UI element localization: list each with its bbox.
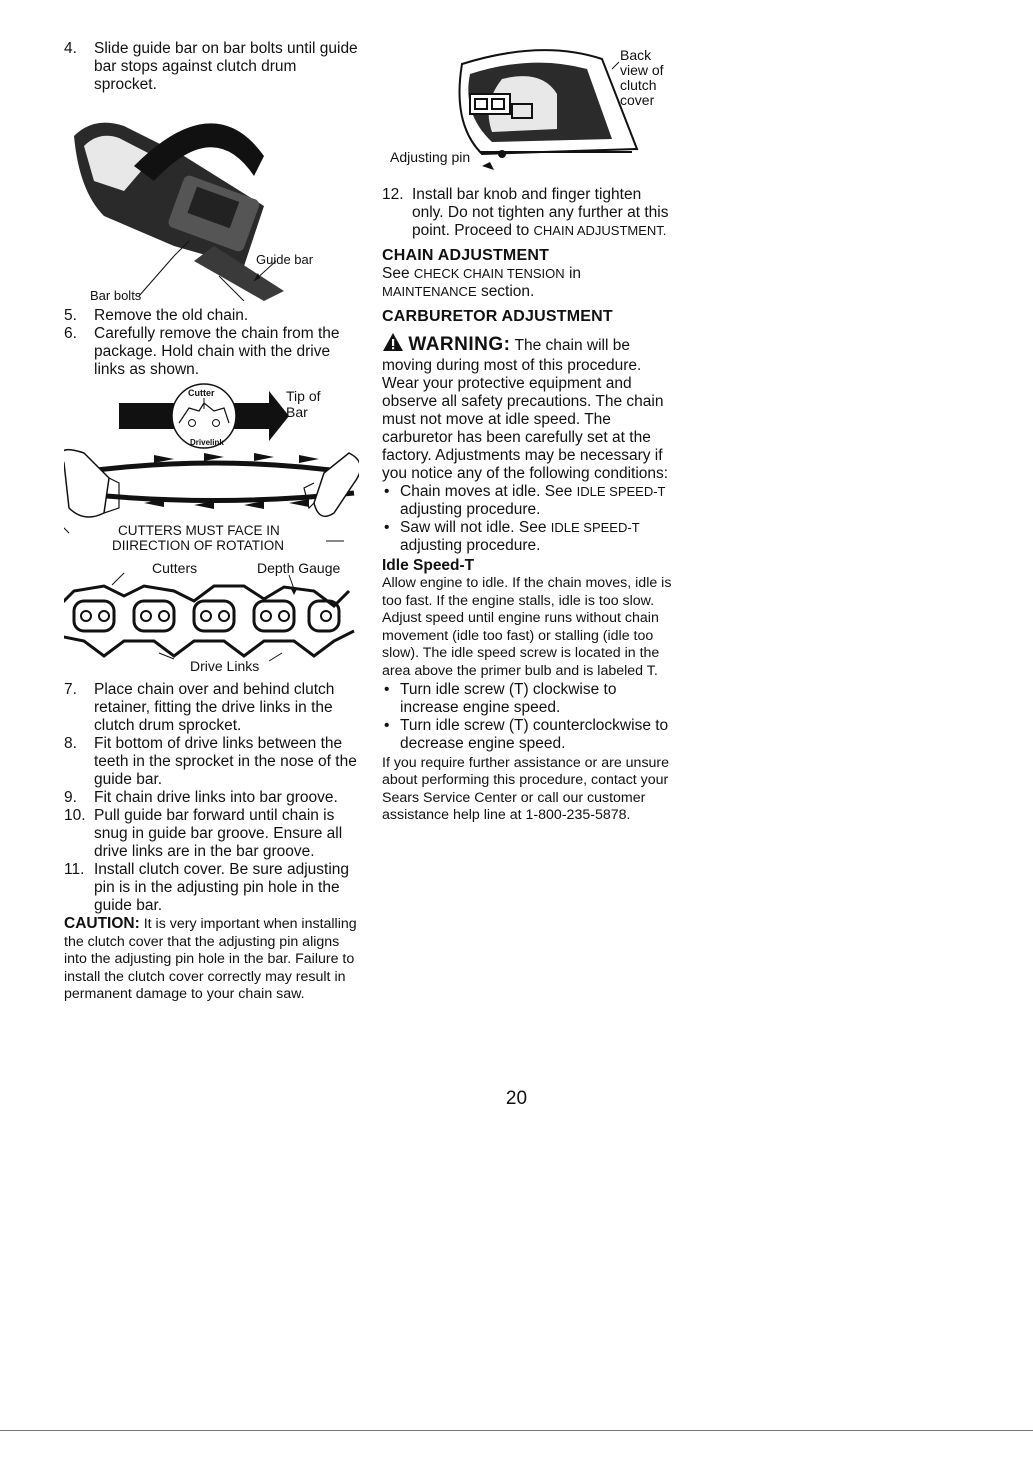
- chain-parts-figure: [64, 561, 359, 679]
- step-11: 11. Install clutch cover. Be sure adjusting pin is in the adjusting pin hole in the guide bar.: [64, 861, 350, 914]
- warning-text: moving during most of this procedure. Wear your protective equipment and observe all safety precautions. The chain must not move at idle speed. The carburetor has been carefully set at the factory. Adjustments may be necessary if you notice any of the following conditions:: [382, 357, 669, 482]
- cutters-must-face-label: CUTTERS MUST FACE IN: [118, 523, 280, 538]
- bullet-counterclockwise: • Turn idle screw (T) counterclockwise to decrease engine speed.: [384, 716, 669, 752]
- tip-of-bar-label: Tip of: [286, 388, 321, 404]
- step-8: 8. Fit bottom of drive links between the teeth in the sprocket in the nose of the guide bar.: [64, 735, 357, 788]
- warning-line: WARNING: The chain will be: [382, 332, 674, 357]
- bullet-chain-moves: • Chain moves at idle. See IDLE SPEED-T adjusting procedure.: [384, 483, 666, 518]
- step-6: 6. Carefully remove the chain from the package. Hold chain with the drive links as shown.: [64, 325, 340, 378]
- chain-adjustment-text: See CHECK CHAIN TENSION in MAINTENANCE section.: [382, 265, 582, 300]
- idle-speed-heading: Idle Speed-T: [382, 557, 475, 574]
- chain-adjustment-heading: CHAIN ADJUSTMENT: [382, 247, 550, 264]
- cutter-label: Cutter: [188, 388, 215, 398]
- help-text: If you require further assistance or are unsure about performing this procedure, contact your Sears Service Center or call our customer assistance help line at 1-800-235-5878.: [382, 754, 670, 824]
- bottom-rule: [0, 1430, 1033, 1431]
- clutch-cover-figure: [382, 44, 674, 172]
- carburetor-adjustment-heading: CARBURETOR ADJUSTMENT: [382, 308, 613, 325]
- guide-bar-illustration: [64, 96, 359, 301]
- warning-triangle-icon: [382, 332, 404, 352]
- depth-gauge-label: Depth Gauge: [257, 560, 341, 576]
- left-column: [64, 40, 359, 1004]
- back-view-label-3: clutch: [620, 77, 657, 93]
- back-view-label-1: Back: [620, 47, 652, 63]
- step-10: 10. Pull guide bar forward until chain is snug in guide bar groove. Ensure all drive links are in the bar groove.: [64, 807, 343, 860]
- cutters-label: Cutters: [152, 560, 198, 576]
- chain-orientation-figure: [64, 383, 359, 553]
- back-view-label-2: view of: [620, 62, 664, 78]
- step-5: 5. Remove the old chain.: [64, 307, 249, 324]
- idle-speed-text: Allow engine to idle. If the chain moves, idle is too fast. If the engine stalls, idle is too slow. Adjust speed until engine runs without chain movement (idle too fast) or stalling (idle too slow). The idle speed screw is located in the area above the primer bulb and is labeled T.: [382, 575, 672, 679]
- caution-note: CAUTION: It is very important when installing the clutch cover that the adjusting pin aligns into the adjusting pin hole in the bar. Failure to install the clutch cover correctly may result in permanent damage to your chain saw.: [64, 915, 357, 1003]
- bullet-saw-will-not-idle: • Saw will not idle. See IDLE SPEED-T adjusting procedure.: [384, 519, 640, 554]
- step-4: 4. Slide guide bar on bar bolts until guide bar stops against clutch drum sprocket.: [64, 40, 358, 93]
- drivelink-label: Drivelink: [190, 438, 224, 447]
- bullet-clockwise: • Turn idle screw (T) clockwise to increase engine speed.: [384, 680, 617, 716]
- drive-links-label: Drive Links: [190, 658, 260, 674]
- step-12: 12. Install bar knob and finger tighten only. Do not tighten any further at this point. Proceed to CHAIN ADJUSTMENT.: [382, 186, 669, 239]
- right-column: [382, 40, 674, 825]
- direction-of-rotation-label: DIIRECTION OF ROTATION: [112, 538, 284, 553]
- adjusting-pin-label: Adjusting pin: [390, 149, 471, 165]
- page-number: 20: [505, 1088, 528, 1109]
- caution-label: CAUTION:: [64, 915, 140, 932]
- warning-label: WARNING:: [408, 334, 511, 355]
- guide-bar-label: Guide bar: [256, 252, 314, 267]
- step-9: 9. Fit chain drive links into bar groove.: [64, 789, 338, 806]
- step-7: 7. Place chain over and behind clutch retainer, fitting the drive links in the clutch drum sprocket.: [64, 681, 335, 734]
- guide-bar-figure: [64, 96, 359, 301]
- tip-of-bar-label-2: Bar: [286, 404, 308, 420]
- back-view-label-4: cover: [620, 92, 655, 108]
- bar-bolts-label: Bar bolts: [90, 288, 142, 303]
